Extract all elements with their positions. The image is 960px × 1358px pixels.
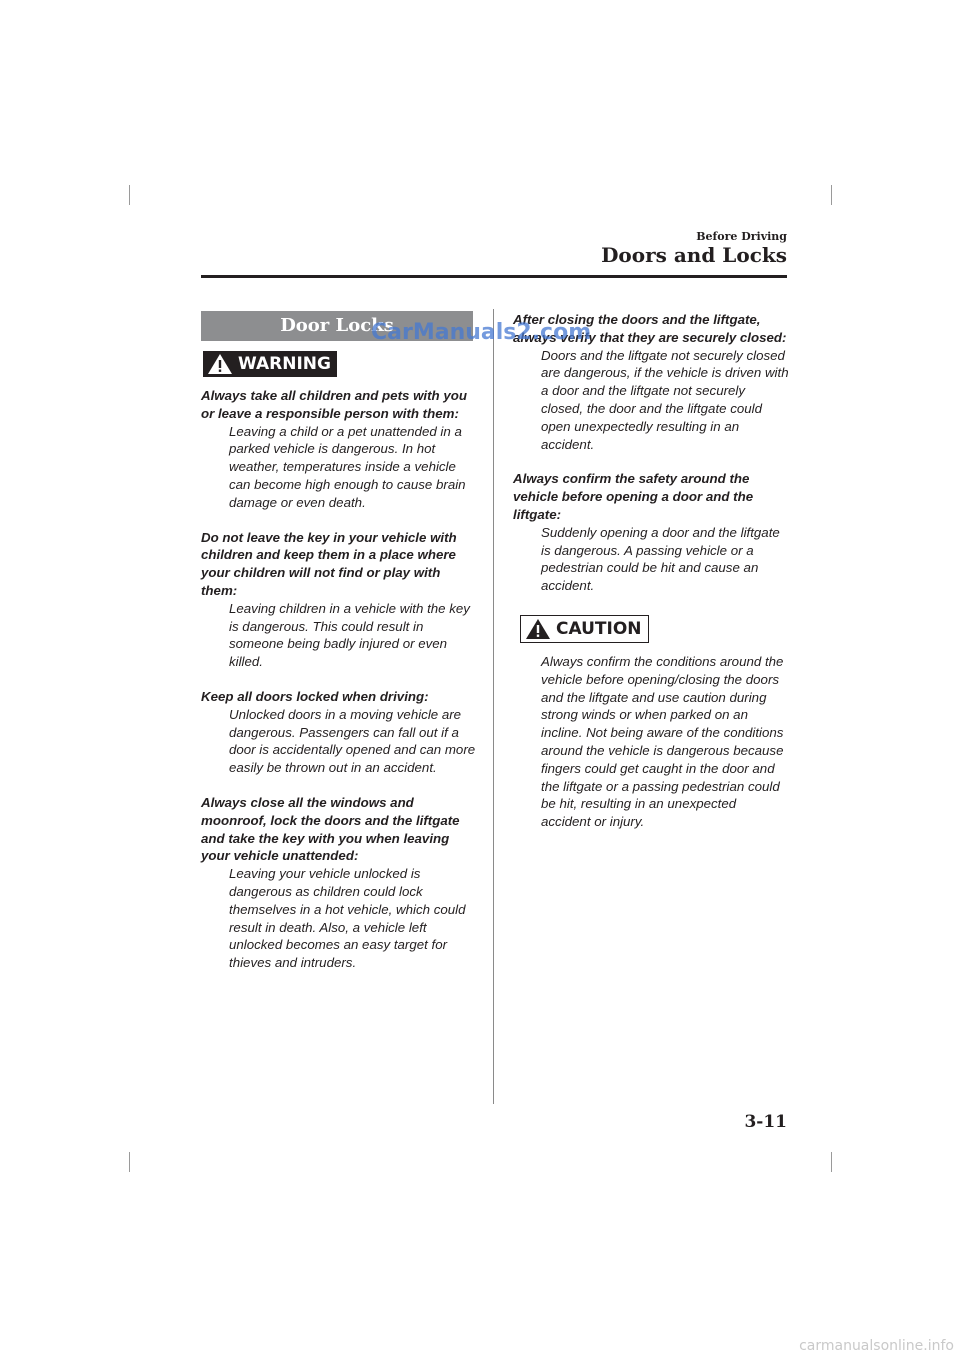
warning-item-body: Suddenly opening a door and the liftgate is dangerous. A passing vehicle or a pedestrian could be hit and cause an accident. xyxy=(541,524,780,594)
caution-body: Always confirm the conditions around the vehicle before opening/closing the doors and the liftgate and use caution during strong winds or when parked on an incline. Not being aware of the conditions around the vehicle is dangerous because fingers could get caught in the door and the liftgate or a passing pedestrian could be hit, resulting in an unexpected accident or injury. xyxy=(541,653,784,830)
warning-item-title: Always take all children and pets with you or leave a responsible person with them: xyxy=(201,388,468,421)
caution-label: CAUTION xyxy=(556,618,642,639)
crop-mark xyxy=(129,1152,130,1172)
column-divider xyxy=(493,309,494,1104)
section-heading: Door Locks xyxy=(201,311,473,341)
caution-badge xyxy=(520,615,649,643)
warning-item-title: After closing the doors and the liftgate, always verify that they are securely closed: xyxy=(513,312,787,345)
warning-label: WARNING xyxy=(238,354,331,374)
warning-item-body: Leaving your vehicle unlocked is dangerous as children could lock themselves in a hot vehicle, which could result in death. Also, a vehicle left unlocked becomes an easy target for thieves and intruders. xyxy=(229,866,466,971)
warning-item xyxy=(513,470,789,595)
header-rule xyxy=(201,275,787,278)
warning-item-title: Keep all doors locked when driving: xyxy=(201,688,429,704)
warning-item xyxy=(201,387,477,512)
warning-item-title: Always close all the windows and moonroof, lock the doors and the liftgate and take the key with you when leaving your vehicle unattended: xyxy=(201,794,460,864)
crop-mark xyxy=(831,1152,832,1172)
page-title: Doors and Locks xyxy=(601,243,787,267)
warning-item xyxy=(201,688,477,777)
warning-item-title: Do not leave the key in your vehicle with children and keep them in a place where your children will not find or play with them: xyxy=(201,529,457,598)
page-number: 3-11 xyxy=(744,1112,787,1132)
right-column xyxy=(513,311,789,831)
section-label: Before Driving xyxy=(696,230,787,243)
warning-item xyxy=(201,529,477,671)
warning-item-body: Leaving children in a vehicle with the key is dangerous. This could result in someone being badly injured or even killed. xyxy=(229,600,470,670)
crop-mark xyxy=(831,185,832,205)
caution-triangle-icon xyxy=(525,618,551,640)
warning-badge xyxy=(203,351,337,377)
warning-item-title: Always confirm the safety around the vehicle before opening a door and the liftgate: xyxy=(513,471,754,522)
warning-triangle-icon xyxy=(207,353,233,375)
crop-mark xyxy=(129,185,130,205)
footer-site-link[interactable]: carmanualsonline.info xyxy=(799,1338,954,1354)
warning-item-body: Doors and the liftgate not securely closed are dangerous, if the vehicle is driven with a door and the liftgate not securely closed, the door and the liftgate could open unexpectedly resulting in an accident. xyxy=(541,347,789,452)
watermark: CarManuals2.com xyxy=(371,320,592,345)
warning-item-body: Unlocked doors in a moving vehicle are dangerous. Passengers can fall out if a door is accidentally opened and can more easily be thrown out in an accident. xyxy=(229,706,476,776)
warning-item-body: Leaving a child or a pet unattended in a parked vehicle is dangerous. In hot weather, temperatures inside a vehicle can become high enough to cause brain damage or even death. xyxy=(229,423,466,510)
left-column xyxy=(201,311,477,989)
warning-item xyxy=(201,794,477,972)
